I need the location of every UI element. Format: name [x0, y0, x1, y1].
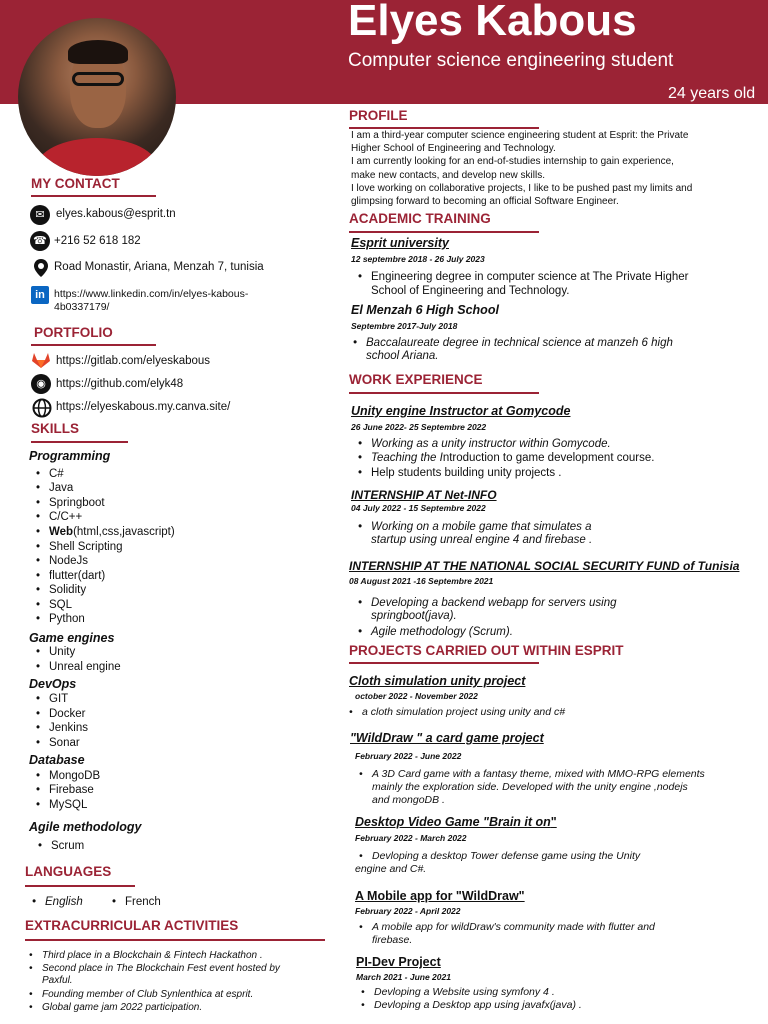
- agile-title: Agile methodology: [29, 820, 142, 834]
- menzah-bullet: • Baccalaureate degree in technical science at manzeh 6 high: [366, 336, 673, 351]
- esprit-date: 12 septembre 2018 - 26 July 2023: [351, 254, 485, 264]
- linkedin-link[interactable]: https://www.linkedin.com/in/elyes-kabous-: [54, 288, 249, 300]
- extra-item: • Founding member of Club Synlenthica at esprit.: [42, 988, 253, 1001]
- skill-web-rest: (html,css,javascript): [73, 526, 175, 538]
- cnss-title: INTERNSHIP AT THE NATIONAL SOCIAL SECURITY FUND of Tunisia: [349, 559, 740, 573]
- wilddraw-date: February 2022 - June 2022: [355, 751, 462, 761]
- profile-line: I am currently looking for an end-of-studies internship to gain experience,: [351, 156, 674, 168]
- menzah-date: Septembre 2017-July 2018: [351, 321, 458, 331]
- extra-item: • Third place in a Blockchain & Fintech Hackathon .: [42, 949, 263, 962]
- wilddraw-bullet-cont: mainly the exploration side. Developed with the unity engine ,nodejs: [372, 781, 688, 793]
- profile-text: [351, 129, 763, 208]
- skill-item: • Solidity: [49, 583, 86, 598]
- skill-item: • C#: [49, 467, 64, 482]
- mobile-app-date: February 2022 - April 2022: [355, 906, 461, 916]
- esprit-bullet: • Engineering degree in computer science at The Private Higher: [371, 270, 689, 285]
- skill-item: • GIT: [49, 692, 68, 707]
- linkedin-link-cont[interactable]: 4b0337179/: [54, 301, 110, 313]
- extra-item: • Global game jam 2022 participation.: [42, 1001, 202, 1014]
- location-icon: [30, 258, 52, 278]
- divider: [25, 885, 135, 887]
- languages-heading: LANGUAGES: [25, 864, 112, 879]
- globe-icon: [31, 398, 53, 418]
- gomycode-bullet-rest: ntroduction to game development course.: [442, 452, 655, 464]
- gomycode-date: 26 June 2022- 25 Septembre 2022: [351, 422, 487, 432]
- divider: [349, 662, 539, 664]
- academic-heading: ACADEMIC TRAINING: [349, 211, 491, 226]
- projects-heading: PROJECTS CARRIED OUT WITHIN ESPRIT: [349, 643, 624, 658]
- profile-line: glimpsing forward to becoming an official Software Engineer.: [351, 196, 619, 208]
- divider: [31, 195, 156, 197]
- phone-icon: ☎: [30, 231, 50, 251]
- skill-item: • Unity: [49, 645, 75, 660]
- gomycode-bullet: • Help students building unity projects .: [371, 466, 562, 481]
- extra-item: • Second place in The Blockchain Fest event hosted by: [42, 962, 280, 975]
- esprit-title: Esprit university: [351, 236, 449, 250]
- divider: [31, 344, 156, 346]
- skill-item: • MySQL: [49, 798, 87, 813]
- skill-item: [49, 525, 175, 540]
- database-title: Database: [29, 753, 85, 767]
- skill-item: • C/C++: [49, 510, 82, 525]
- brainiton-title-quote: ": [550, 815, 557, 829]
- netinfo-bullet-cont: startup using unreal engine 4 and firebase .: [371, 534, 593, 546]
- wilddraw-title: "WildDraw " a card game project: [350, 731, 544, 745]
- cnss-bullet-cont: springboot(java).: [371, 610, 457, 622]
- language-item: • English: [45, 895, 83, 910]
- profile-line: Higher School of Engineering and Technology.: [351, 143, 556, 155]
- gomycode-bullet: [371, 451, 654, 466]
- gomycode-title: Unity engine Instructor at Gomycode: [351, 404, 571, 418]
- gomycode-bullet: • Working as a unity instructor within Gomycode.: [371, 437, 611, 452]
- brainiton-bullet-cont: engine and C#.: [355, 863, 427, 875]
- skill-item: • Shell Scripting: [49, 540, 123, 555]
- cloth-date: october 2022 - November 2022: [355, 691, 478, 701]
- netinfo-date: 04 July 2022 - 15 Septembre 2022: [351, 503, 486, 513]
- age-label: 24 years old: [668, 85, 756, 102]
- role-subtitle: Computer science engineering student: [348, 50, 674, 71]
- contact-heading: MY CONTACT: [31, 176, 120, 191]
- skill-item: • Sonar: [49, 736, 80, 751]
- skill-item: • Firebase: [49, 783, 94, 798]
- esprit-bullet-cont: School of Engineering and Technology.: [371, 285, 570, 297]
- extracurricular-heading: EXTRACURRICULAR ACTIVITIES: [25, 918, 239, 933]
- skill-item: • Scrum: [51, 839, 84, 854]
- profile-line: I am a third-year computer science engineering student at Esprit: the Private: [351, 130, 689, 141]
- profile-line: I love working on collaborative projects, I like to be pushed past my limits and: [351, 182, 693, 194]
- netinfo-bullet: • Working on a mobile game that simulates a: [371, 520, 592, 535]
- brainiton-title: [355, 815, 557, 829]
- wilddraw-bullet: • A 3D Card game with a fantasy theme, mixed with MMO-RPG elements: [372, 768, 705, 781]
- skill-item: • Unreal engine: [49, 660, 121, 675]
- devops-title: DevOps: [29, 677, 77, 691]
- profile-photo: [18, 18, 176, 176]
- email-link[interactable]: elyes.kabous@esprit.tn: [56, 208, 176, 220]
- github-link[interactable]: https://github.com/elyk48: [56, 378, 184, 390]
- skill-web-bold: Web: [49, 526, 74, 538]
- cloth-title: Cloth simulation unity project: [349, 674, 526, 688]
- phone-text: +216 52 618 182: [54, 235, 141, 247]
- email-icon: ✉: [30, 205, 50, 225]
- pidev-bullet: • Devloping a Website using symfony 4 .: [374, 986, 555, 999]
- cnss-bullet: • Developing a backend webapp for servers using: [371, 596, 616, 611]
- skill-item: • NodeJs: [49, 554, 88, 569]
- portfolio-heading: PORTFOLIO: [34, 325, 113, 340]
- pidev-title: PI-Dev Project: [356, 955, 441, 969]
- address-text: Road Monastir, Ariana, Menzah 7, tunisia: [54, 261, 264, 273]
- brainiton-date: February 2022 - March 2022: [355, 833, 467, 843]
- website-link[interactable]: https://elyeskabous.my.canva.site/: [56, 401, 231, 413]
- divider: [31, 441, 128, 443]
- github-icon: ◉: [31, 374, 51, 394]
- cnss-bullet: • Agile methodology (Scrum).: [371, 625, 513, 640]
- skill-item: • Java: [49, 481, 73, 496]
- skill-item: • MongoDB: [49, 769, 100, 784]
- gitlab-link[interactable]: https://gitlab.com/elyeskabous: [56, 355, 211, 367]
- brainiton-bullet: • Devloping a desktop Tower defense game using the Unity: [372, 850, 640, 863]
- brainiton-title-main: Desktop Video Game "Brain it on: [355, 815, 551, 829]
- skill-item: • SQL: [49, 598, 72, 613]
- gomycode-bullet-italic: Teaching the I: [371, 452, 443, 464]
- wilddraw-bullet-cont: and mongoDB .: [372, 794, 445, 806]
- skill-item: • flutter(dart): [49, 569, 105, 584]
- skill-item: • Springboot: [49, 496, 105, 511]
- programming-title: Programming: [29, 449, 111, 463]
- name-title: Elyes Kabous: [348, 0, 637, 45]
- mobile-app-bullet: • A mobile app for wildDraw's community made with flutter and: [372, 921, 655, 934]
- skill-item: • Jenkins: [49, 721, 88, 736]
- linkedin-icon: in: [31, 286, 49, 304]
- language-item: • French: [125, 895, 161, 910]
- skills-heading: SKILLS: [31, 421, 80, 436]
- cloth-bullet: • a cloth simulation project using unity and c#: [362, 705, 565, 720]
- menzah-bullet-cont: school Ariana.: [366, 350, 439, 362]
- gitlab-icon: [30, 350, 52, 370]
- skill-item: • Python: [49, 612, 85, 627]
- mobile-app-title: A Mobile app for "WildDraw": [355, 889, 525, 903]
- divider: [25, 939, 325, 941]
- pidev-date: March 2021 - June 2021: [356, 972, 451, 982]
- divider: [349, 231, 539, 233]
- menzah-title: El Menzah 6 High School: [351, 303, 499, 317]
- work-heading: WORK EXPERIENCE: [349, 372, 483, 387]
- skill-item: • Docker: [49, 707, 85, 722]
- netinfo-title: INTERNSHIP AT Net-INFO: [351, 488, 497, 502]
- divider: [349, 392, 539, 394]
- engines-title: Game engines: [29, 631, 115, 645]
- profile-line: make new contacts, and develop new skills.: [351, 169, 545, 181]
- extra-item-cont: Paxful.: [42, 975, 73, 986]
- profile-heading: PROFILE: [349, 108, 408, 123]
- pidev-bullet: • Devloping a Desktop app using javafx(java) .: [374, 999, 582, 1012]
- mobile-app-bullet-cont: firebase.: [372, 934, 413, 946]
- cnss-date: 08 August 2021 -16 Septembre 2021: [349, 576, 494, 586]
